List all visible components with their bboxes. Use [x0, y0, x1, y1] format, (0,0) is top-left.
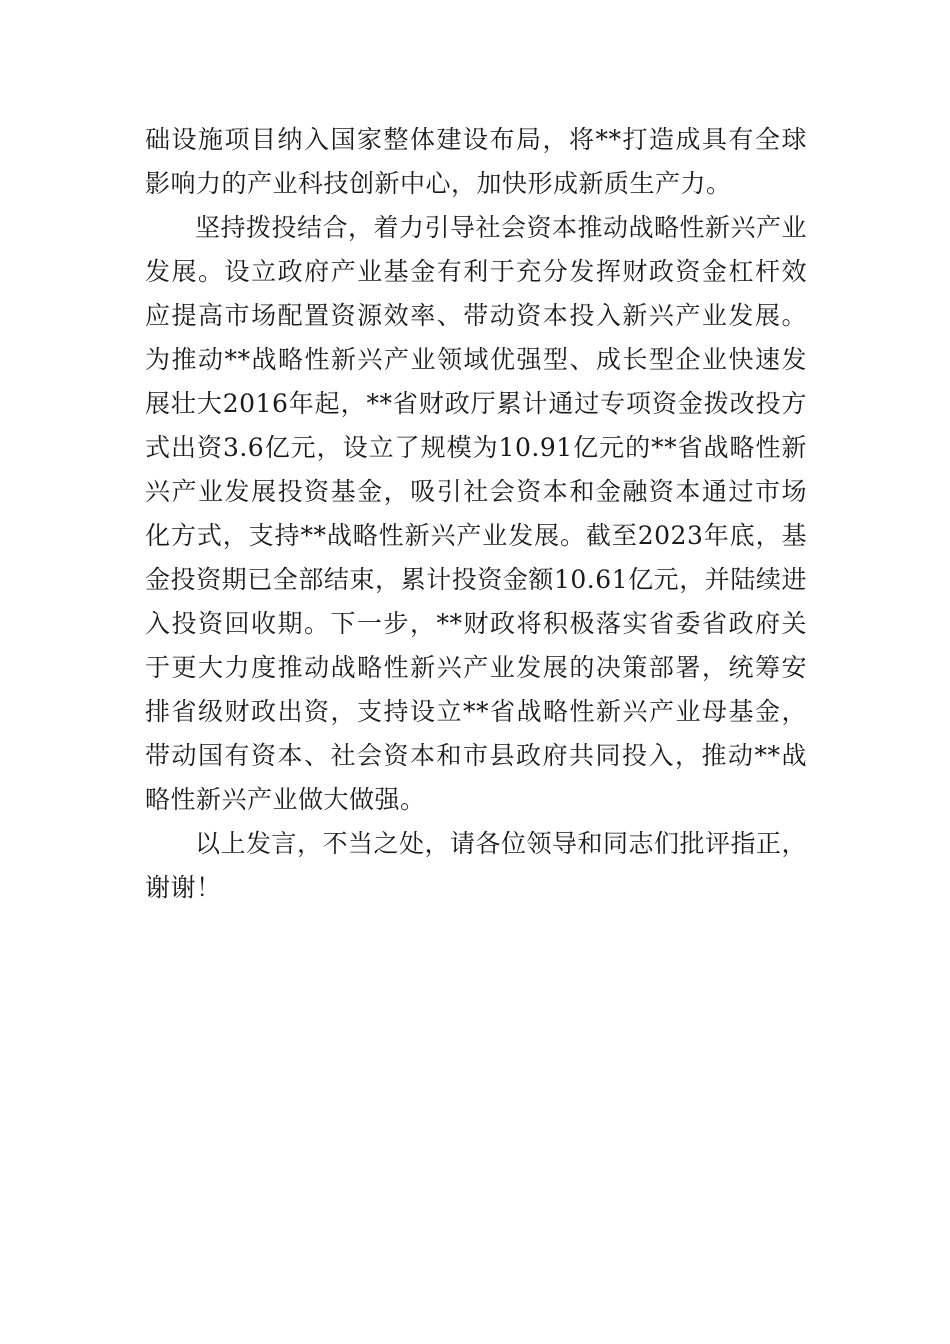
paragraph-closing: 以上发言，不当之处，请各位领导和同志们批评指正，谢谢！ [145, 829, 808, 902]
paragraph-continuation: 础设施项目纳入国家整体建设布局，将**打造成具有全球影响力的产业科技创新中心，加快形成新质生产力。 [145, 125, 807, 198]
body-text [145, 118, 807, 910]
paragraph-fund-policy: 坚持拨投结合，着力引导社会资本推动战略性新兴产业发展。设立政府产业基金有利于充分发挥财政资金杠杆效应提高市场配置资源效率、带动资本投入新兴产业发展。为推动**战略性新兴产业领域优强型、成长型企业快速发展壮大2016年起，**省财政厅累计通过专项资金拨改投方式出资3.6亿元，设立了规模为10.91亿元的**省战略性新兴产业发展投资基金，吸引社会资本和金融资本通过市场化方式，支持**战略性新兴产业发展。截至2023年底，基金投资期已全部结束，累计投资金额10.61亿元，并陆续进入投资回收期。下一步，**财政将积极落实省委省政府关于更大力度推动战略性新兴产业发展的决策部署，统筹安排省级财政出资，支持设立**省战略性新兴产业母基金，带动国有资本、社会资本和市县政府共同投入，推动**战略性新兴产业做大做强。 [145, 213, 808, 814]
